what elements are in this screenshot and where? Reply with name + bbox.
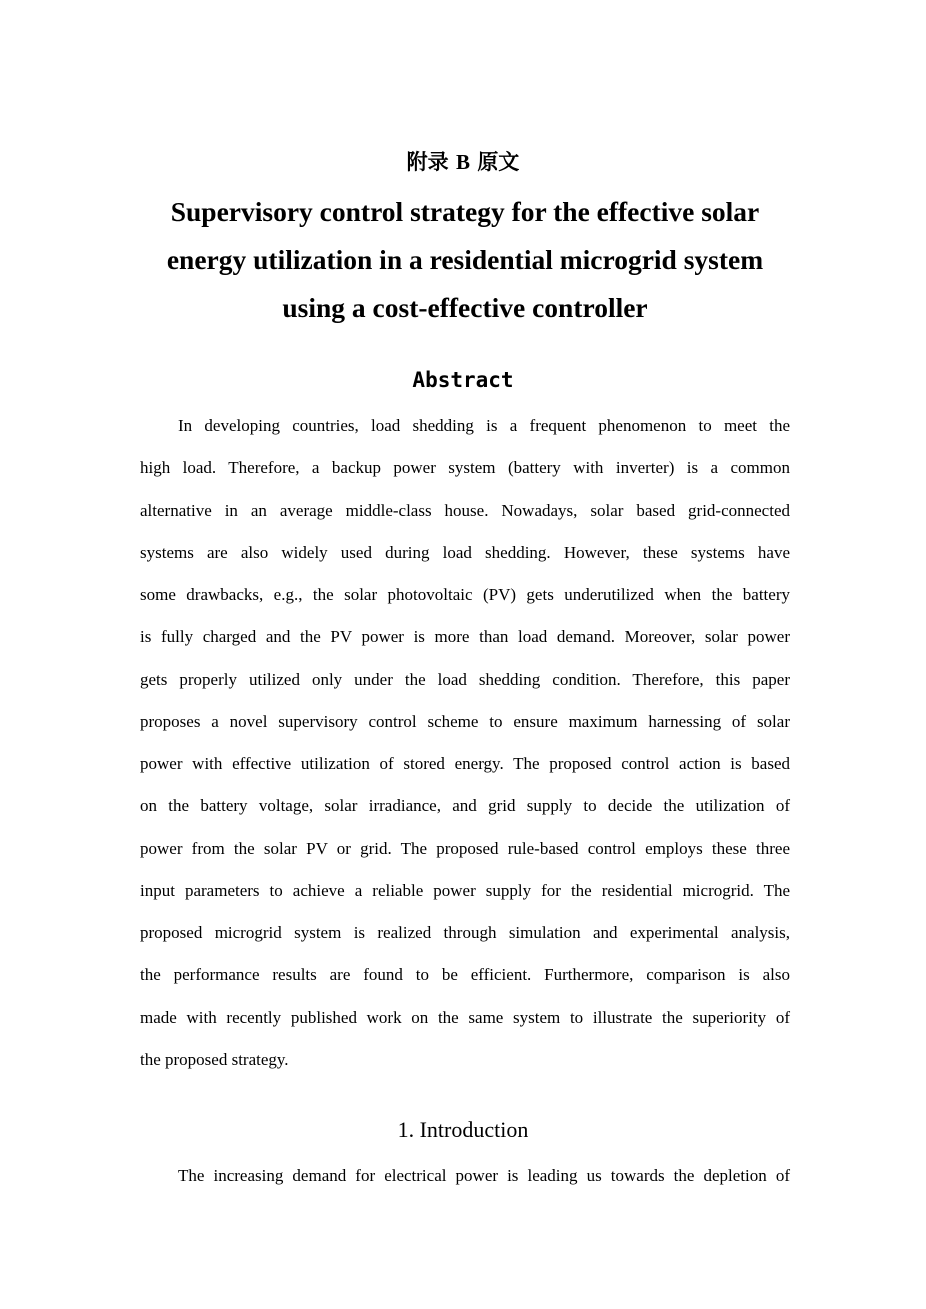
introduction-line: The increasing demand for electrical power is leading us towards the depletion of bbox=[178, 1166, 790, 1185]
abstract-line: made with recently published work on the same system to illustrate the superiority of bbox=[140, 1007, 790, 1027]
abstract-line: systems are also widely used during load shedding. However, these systems have bbox=[140, 542, 790, 562]
abstract-heading: Abstract bbox=[412, 368, 514, 392]
section-heading-introduction: 1. Introduction bbox=[397, 1117, 529, 1142]
paper-title bbox=[140, 188, 790, 332]
title-line: using a cost-effective controller bbox=[282, 292, 648, 323]
abstract-line: alternative in an average middle-class house. Nowadays, solar based grid-connected bbox=[140, 500, 790, 520]
abstract-line: the proposed strategy. bbox=[140, 1049, 289, 1069]
abstract-line: input parameters to achieve a reliable power supply for the residential microgrid. The bbox=[140, 880, 790, 900]
abstract-line: proposes a novel supervisory control scheme to ensure maximum harnessing of solar bbox=[140, 711, 790, 731]
abstract-line: is fully charged and the PV power is more than load demand. Moreover, solar power bbox=[140, 627, 790, 647]
abstract-line: proposed microgrid system is realized through simulation and experimental analysis, bbox=[140, 923, 790, 942]
abstract-line: gets properly utilized only under the load shedding condition. Therefore, this paper bbox=[140, 669, 790, 689]
abstract-line: In developing countries, load shedding is a frequent phenomenon to meet the bbox=[178, 416, 790, 435]
abstract-line: on the battery voltage, solar irradiance, and grid supply to decide the utilization of bbox=[140, 796, 790, 816]
title-line: energy utilization in a residential microgrid system bbox=[166, 244, 764, 275]
abstract-line: some drawbacks, e.g., the solar photovoltaic (PV) gets underutilized when the battery bbox=[140, 585, 790, 604]
title-line: Supervisory control strategy for the effective solar bbox=[170, 196, 760, 227]
appendix-label-cjk-2: 原文 bbox=[477, 150, 520, 174]
abstract-body bbox=[140, 405, 790, 1081]
abstract-line: the performance results are found to be efficient. Furthermore, comparison is also bbox=[140, 965, 790, 985]
abstract-line: power from the solar PV or grid. The proposed rule-based control employs these three bbox=[140, 838, 790, 858]
appendix-label-latin: B bbox=[455, 150, 470, 174]
introduction-body bbox=[140, 1155, 790, 1197]
abstract-line: power with effective utilization of stored energy. The proposed control action is based bbox=[140, 754, 790, 773]
appendix-label bbox=[0, 146, 926, 178]
abstract-line: high load. Therefore, a backup power system (battery with inverter) is a common bbox=[140, 458, 790, 478]
appendix-label-cjk-1: 附录 bbox=[406, 150, 449, 174]
